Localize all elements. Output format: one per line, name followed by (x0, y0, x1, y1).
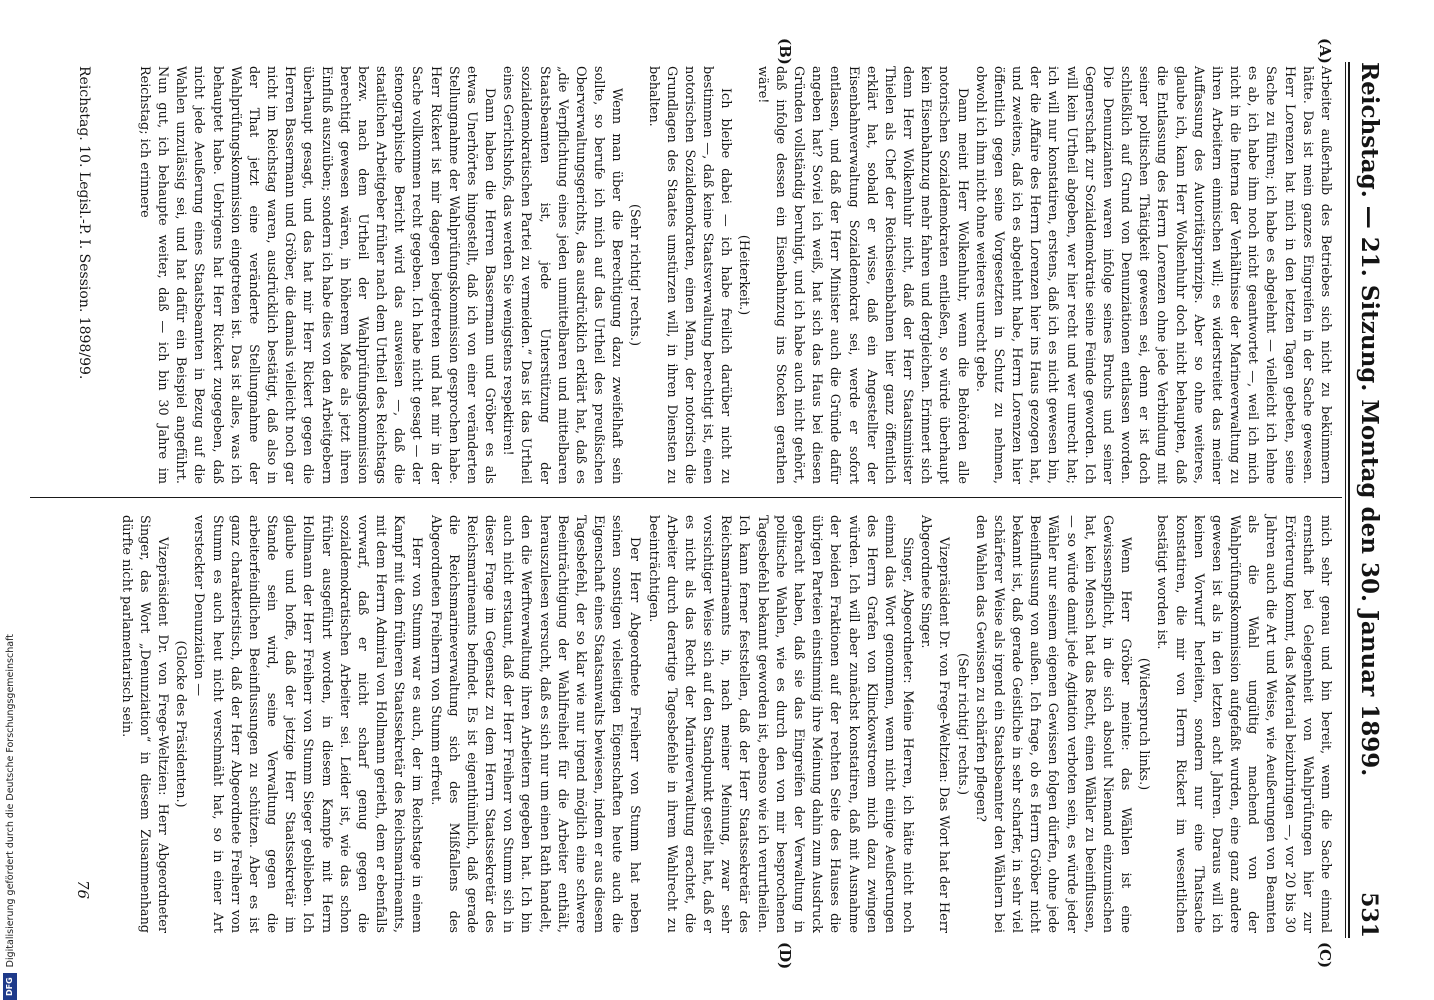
paragraph: Arbeiter außerhalb des Betriebes sich nicht zu bekümmern hätte. Das ist mein ganzes Eingreifen in der Sache gewesen. Herr Lorenzen hat mich in den letzten Tagen gebeten, seine Sache zu führen; ich habe es abgelehnt — vielleicht ich lehne es ab, ich habe ihm noch nicht geantwortet —, weil ich mich nicht in die Interna der Verhältnisse der Marineverwaltung zu ihren Arbeitern einmischen will; es widerstreitet das meiner Auffassung des Autoritätsprinzips. Aber so ohne weiteres, glaube ich, kann Herr Wolkenhuhr doch nicht behaupten, daß die Entlassung des Herrn Lorenzen ohne jede Verbindung mit seiner politischen Thätigkeit gewesen sei, denn er ist doch schließlich auf Grund von Denunziationen entlassen worden. Die Denunzianten waren infolge seines Bruchs und seiner Gegnerschaft zur Sozialdemokratie seine Feinde geworden. Ich will kein Urtheil abgeben, wer hier recht und wer unrecht hat; ich will nur konstatiren, erstens, daß ich es nicht gewesen bin, der die Affaire des Herrn Lorenzen hier ins Haus gezogen hat, und zweitens, daß ich es abgelehnt habe, Herrn Lorenzen hier öffentlich gegen seine Vorgesetzten in Schutz zu nehmen, obwohl ich ihm nicht ohne weiteres unrecht gebe. (972, 66, 1333, 484)
digitization-credit (0, 600, 20, 1000)
right-column (116, 515, 1334, 933)
page-title: Reichstag. — 21. Sitzung. Montag den 30. Januar 1899. (1356, 62, 1383, 777)
paragraph: Herr von Stumm war es auch, der im Reichstage in einem Kampf mit dem früheren Staatssekretär des Reichsmarineamts, mit dem Herrn Admiral von Hollmann gerieth, dem er ebenfalls vorwarf, daß er nicht scharf genug gegen die sozialdemokratischen Arbeiter sei. Leider ist, wie das schon früher ausgeführt worden, in diesem Kampfe mit Herrn Hollmann der Herr Freiherr von Stumm Sieger geblieben. Ich glaube und hoffe, daß der jetzige Herr Staatssekretär im Stande sein wird, seine Verwaltung gegen die arbeiterfeindlichen Beeinflussungen zu schützen. Aber es ist ganz charakteristisch, daß der Herr Abgeordnete Freiherr von Stumm es auch heut nicht verschmäht hat, so in einer Art versteckter Denunziation — (191, 515, 425, 933)
left-column (135, 66, 1334, 484)
paragraph: Dann haben die Herren Bassermann und Gröber es als etwas Unerhörtes hingestellt, daß ich von einer veränderten Stellungnahme der Wahlprüfungskommission gesprochen habe. Herr Rickert ist mir dagegen beigetreten und hat mir in der Sache vollkommen recht gegeben. Ich habe nicht gesagt — der stenographische Bericht wird das ausweisen —, daß die staatlichen Arbeitgeber früher nach dem Urtheil des Reichstags bezw. nach dem Urtheil der Wahlprüfungskommission berechtigt gewesen wären, in höherem Maße als jetzt ihren Einfluß auszuüben; sondern ich habe dies von den Arbeitgebern überhaupt gesagt, und das hat mir Herr Rickert gegen die Herren Bassermann und Gröber, die damals vielleicht noch gar nicht im Reichstag waren, ausdrücklich bestätigt, daß also in der That jetzt eine veränderte Stellungnahme der Wahlprüfungskommission eingetreten ist. Das ist alles, was ich behauptet habe. Uebrigens hat Herr Rickert zugegeben, daß nicht jede Aeußerung eines Staatsbeamten in Bezug auf die Wahlen unzulässig sei, und hat dafür ein Beispiel angeführt. Nun gut, ich behaupte weiter, daß — ich bin 30 Jahre im Reichstag; ich erinnere (136, 66, 498, 484)
paragraph: Dann meint Herr Wolkenhuhr, wenn die Behörden alle notorischen Sozialdemokraten entließen, so würde überhaupt kein Eisenbahnzug mehr fahren und dergleichen. Erinnert sich denn Herr Wolkenhuhr nicht, daß der Herr Staatsminister Thielen als Chef der Reichseisenbahnen hier ganz öffentlich erklärt hat, sobald er wisse, daß ein Angestellter der Eisenbahnverwaltung Sozialdemokrat sei, werde er sofort entlassen, und daß der Herr Minister auch die Gründe dafür angeben hat? Soviel ich weiß, hat sich das Haus bei diesen Gründen vollständig beruhigt, und ich habe auch nicht gehört, daß infolge dessen ein Eisenbahnzug ins Stocken gerathen wäre! (754, 66, 970, 484)
header-rule (1348, 62, 1350, 938)
paragraph: Ich bleibe dabei — ich habe freilich darüber nicht zu bestimmen —, daß keine Staatsverwaltung berechtigt ist, einen notorischen Sozialdemokraten, einen Mann, der notorisch die Grundlagen des Staates umstürzen will, in ihren Diensten zu behalten. (645, 66, 734, 484)
paragraph: mich sehr genau und bin bereit, wenn die Sache einmal ernsthaft bei Gelegenheit von Wahlprüfungen hier zur Erörterung kommt, das Material beizubringen —, vor 20 bis 30 Jahren auch die Art und Weise, wie Aeußerungen von Beamten als die Wahl ungültig machend von der Wahlprüfungskommission aufgefaßt wurden, eine ganz andere gewesen ist als in den letzten acht Jahren. Daraus will ich keinen Vorwurf herleiten, sondern nur eine Thatsache konstatiren, die mir von Herrn Rickert im wesentlichen bestätigt worden ist. (1154, 515, 1333, 933)
interjection: (Glocke des Präsidenten.) (173, 640, 189, 808)
interjection: (Heiterkeit.) (736, 234, 752, 316)
margin-marker-d: (D) (776, 942, 794, 970)
interjection: (Sehr richtig! rechts.) (627, 204, 643, 346)
signature-folio: 76 (74, 880, 92, 900)
column-divider (30, 497, 1342, 498)
margin-marker-b: (B) (776, 38, 794, 65)
speaker-paragraph: Vizepräsident Dr. von Frege-Weltzien: Das Wort hat der Herr Abgeordnete Singer. (918, 515, 952, 933)
margin-marker-a: (A) (1316, 38, 1334, 64)
session-footer: Reichstag. 10. Legisl.-P. I. Session. 1898/99. (76, 66, 92, 380)
interjection: (Widerspruch links.) (1136, 657, 1152, 791)
margin-marker-c: (C) (1316, 942, 1334, 969)
speaker-paragraph: Singer, Abgeordneter: Meine Herren, ich hätte nicht noch einmal das Wort genommen, wenn nicht einige Aeußerungen des Herrn Grafen von Klinckowstroem mich dazu zwingen würden. Ich will aber zunächst konstatiren, daß mit Ausnahme der beiden Fraktionen auf der rechten Seite des Hauses die übrigen Parteien einstimmig ihre Meinung dahin zum Ausdruck gebracht haben, daß sie das Eingreifen der Verwaltung in politische Wahlen, wie es durch den von mir besprochenen Tagesbefehl bekannt geworden ist, ebenso wie ich verurtheilen. Ich kann ferner feststellen, daß der Herr Staatssekretär des Reichsmarineamts in, nach meiner Meinung, zwar sehr vorsichtiger Weise sich auf den Standpunkt gestellt hat, daß er es nicht als das Recht der Marineverwaltung erachtet, die Arbeiter durch derartige Tagesbefehle in ihrem Wahlrecht zu beeinträchtigen. (645, 515, 916, 933)
paragraph: Der Herr Abgeordnete Freiherr von Stumm hat neben seinen sonstigen vielseitigen Eigenschaften heute auch die Eigenschaft eines Staatsanwalts bewiesen, indem er aus diesem Tagesbefehl, der so klar wie nur irgend möglich eine schwere Beeinträchtigung der Wahlfreiheit für die Arbeiter enthält, herauszulesen versucht, daß es sich nur um einen Rath handelt, den die Werftverwaltung ihren Arbeitern gegeben hat. Ich bin auch nicht erstaunt, daß der Herr Freiherr von Stumm sich in dieser Frage im Gegensatz zu dem Herrn Staatssekretär des Reichsmarineamts befindet. Es ist eigenthümlich, daß gerade die Reichsmarineverwaltung sich des Mißfallens des Abgeordneten Freiherrn von Stumm erfreut. (427, 515, 643, 933)
paragraph: Wenn man über die Berechtigung dazu zweifelhaft sein sollte, so berufe ich mich auf das Urtheil des preußischen Oberverwaltungsgerichts, das ausdrücklich erklärt hat, daß es „die Verpflichtung eines jeden unmittelbaren und mittelbaren Staatsbeamten ist, jede Unterstützung der sozialdemokratischen Partei zu vermeiden.“ Das ist das Urtheil eines Gerichtshofs, das werden Sie wenigstens respektiren! (500, 66, 625, 484)
interjection: (Sehr richtig! rechts.) (954, 653, 970, 795)
page-number: 531 (1356, 892, 1382, 938)
running-head (1356, 62, 1390, 938)
dfg-logo-icon: DFG (3, 973, 17, 1000)
header-rule-thin (1345, 62, 1346, 938)
credit-text: Digitalisierung gefördert durch die Deutsche Forschungsgemeinschaft (4, 634, 16, 968)
speaker-paragraph: Vizepräsident Dr. von Frege-Weltzien: Herr Abgeordneter Singer, das Wort „Denunziation“ in diesem Zusammenhang dürfte nicht parlamentarisch sein. (118, 515, 170, 933)
paragraph: Wenn Herr Gröber meinte: das Wählen ist eine Gewissenspflicht, in die sich absolut Niemand einzumischen hat, kein Mensch hat das Recht, einen Wähler zu beeinflussen, — so würde damit jede Agitation verboten sein, es würde jeder Wähler nur seinem eigenen Gewissen folgen dürfen, ohne jede Beeinflussung von außen. Ich frage, ob es Herrn Gröber nicht bekannt ist, daß gerade Geistliche in sehr scharfer, in sehr viel schärferer Weise als irgend ein Staatsbeamter den Wählern bei den Wahlen das Gewissen zu schärfen pflegen? (972, 515, 1134, 933)
